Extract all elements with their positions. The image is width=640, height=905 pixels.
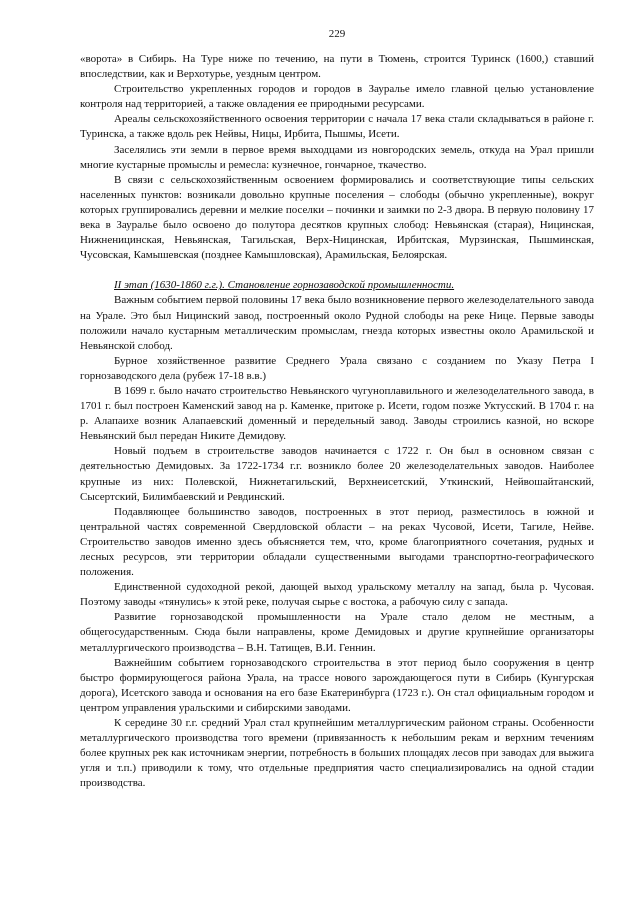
paragraph-slobodas: В связи с сельскохозяйственным освоением формировались и соответствующие типы сельских населенных пунктов: возникали довольно крупные поселения – слободы (обычно укрепленные), вокруг которых группировались деревни и мелкие поселки – починки и заимки по 2-3 двора. В первую половину 17 века в Зауралье было освоено до полутора десятков крупных слобод: Невьянская (старая), Ницинская, Нижненицинская, Невьянская, Тагильская, Верх-Ницинская, Ирбитская, Мурзинская, Пышминская, Чусовская, Камышевская (позднее Камышловская), Арамильская, Белоярская. xyxy=(80,173,594,262)
section-heading-stage-2: II этап (1630-1860 г.г.). Становление горнозаводской промышленности. xyxy=(114,279,455,292)
paragraph-demidov-expansion: Новый подъем в строительстве заводов начинается с 1722 г. Он был в основном связан с деятельностью Демидовых. За 1722-1734 г.г. возникло более 20 железоделательных заводов. Наиболее крупные из них: Полевской, Нижнетагильский, Верхнеисетский, Уткинский, Нейвошайтанский, Сысертский, Билимбаевский и Ревдинский. xyxy=(80,445,594,503)
paragraph-fortified-towns: Строительство укрепленных городов и городов в Зауралье имело главной целью установление контроля над территорией, а также овладения ее природными ресурсами. xyxy=(80,83,594,111)
page-number: 229 xyxy=(328,28,346,40)
paragraph-chusovaya-river: Единственной судоходной рекой, дающей выход уральскому металлу на запад, была р. Чусовая. Поэтому заводы «тянулись» к этой реке, получая сырье с востока, а рабочую силу с запада. xyxy=(80,581,594,609)
paragraph-plant-location: Подавляющее большинство заводов, построенных в этот период, разместилось в южной и центральной частях современной Свердловской области – на реках Чусовой, Исети, Тагиле, Нейве. Строительство заводов именно здесь объясняется тем, что, кроме благоприятного сочетания, рудных и лесных ресурсов, эти территории обладали существенными выгодами транспортно-географического положения. xyxy=(80,505,594,579)
paragraph-metallurgy-1730s: К середине 30 г.г. средний Урал стал крупнейшим металлургическим районом страны. Особенности металлургического производства того времени (привязанность к небольшим рекам и верхним течениям более крупных рек как источникам энергии, потребность в больших площадях лесов при заводах для выжига угля и т.п.) приводили к тому, что отдельные предприятия часто специализировались на одной стадии производства. xyxy=(80,717,594,790)
paragraph-agricultural-areas: Ареалы сельскохозяйственного освоения территории с начала 17 века стали складываться в районе г. Туринска, а также вдоль рек Нейвы, Ницы, Ирбита, Пышмы, Исети. xyxy=(80,113,594,141)
paragraph-nevyansk-1699: В 1699 г. было начато строительство Невьянского чугуноплавильного и железоделательного завода, в 1701 г. был построен Каменский завод на р. Каменке, притоке р. Исети, годом позже Уктусский. В 1704 г. на р. Алапаихе возник Алапаевский доменный и передельный завод. Заводы строились казной, но вскоре Невьянский был передан Никите Демидову. xyxy=(80,384,594,443)
paragraph-yekaterinburg: Важнейшим событием горнозаводского строительства в этот период было сооружения в центр быстро формирующегося района Урала, на трассе нового зарождающегося пути в Сибирь (Кунгурская дорога), Исетского завода и основания на его базе Екатеринбурга (1723 г.). Он стал официальным городом и центром управления уральскими и сибирскими заводами. xyxy=(80,656,594,714)
paragraph-turinsk: «ворота» в Сибирь. На Туре ниже по течению, на пути в Тюмень, строится Туринск (1600,) ставший впоследствии, как и Верхотурье, уездным центром. xyxy=(80,53,594,81)
paragraph-first-ironworks: Важным событием первой половины 17 века было возникновение первого железоделательного завода на Урале. Это был Ницинский завод, построенный около Рудной слободы на реке Нице. Первые заводы положили начало кустарным металлическим промыслам, гнезда которых известны около Арамильской и Невьянской слобод. xyxy=(80,294,594,352)
paragraph-state-level: Развитие горнозаводской промышленности на Урале стало делом не местным, а общегосударственным. Сюда были направлены, кроме Демидовых и другие крупнейшие организаторы металлургического производства – В.Н. Татищев, В.И. Геннин. xyxy=(80,611,594,654)
paragraph-peter-decree: Бурное хозяйственное развитие Среднего Урала связано с созданием по Указу Петра I горнозаводского дела (рубеж 17-18 в.в.) xyxy=(80,354,594,382)
paragraph-settlers: Заселялись эти земли в первое время выходцами из новгородских земель, откуда на Урал пришли многие кустарные промыслы и ремесла: кузнечное, гончарное, ткачество. xyxy=(80,143,594,171)
